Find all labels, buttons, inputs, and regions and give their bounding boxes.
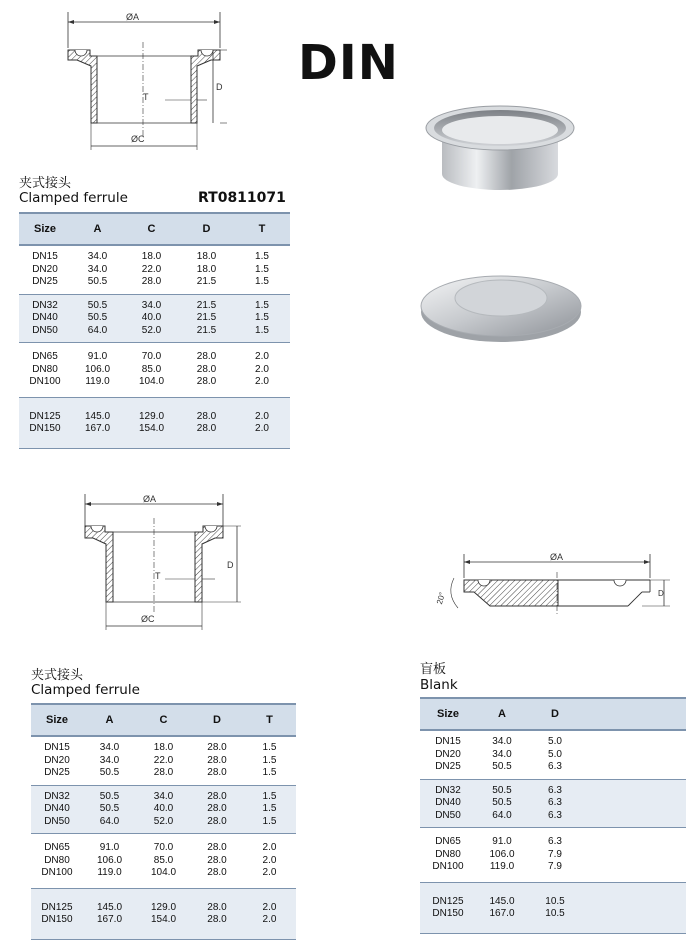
column-header: T bbox=[234, 213, 290, 245]
table-cell bbox=[234, 245, 290, 294]
cell-value: 2.0 bbox=[255, 410, 269, 422]
cell-value: 2.0 bbox=[262, 914, 277, 925]
cell-value: 6.3 bbox=[548, 784, 562, 796]
cell-value: 167.0 bbox=[84, 423, 111, 434]
table-cell-spacer bbox=[582, 828, 686, 883]
table-cell bbox=[234, 294, 290, 343]
label-d: D bbox=[658, 589, 664, 598]
cell-value: 28.0 bbox=[196, 351, 217, 362]
cell-value: DN25 bbox=[435, 761, 461, 772]
cell-value: 85.0 bbox=[141, 363, 162, 375]
cell-value: DN15 bbox=[32, 251, 58, 262]
cell-value: DN125 bbox=[432, 895, 464, 907]
cell-value: 70.0 bbox=[153, 842, 174, 853]
table-row bbox=[420, 730, 686, 779]
cell-value: 28.0 bbox=[196, 376, 217, 387]
cell-value: 2.0 bbox=[255, 363, 269, 375]
table-cell bbox=[124, 397, 179, 448]
cell-value: DN50 bbox=[435, 809, 461, 821]
cell-value: 7.9 bbox=[548, 861, 562, 872]
table-cell bbox=[136, 834, 191, 889]
label-dia-a: ØA bbox=[143, 494, 157, 504]
table-row bbox=[19, 294, 290, 343]
cell-value: 40.0 bbox=[141, 312, 162, 323]
column-header: T bbox=[243, 704, 296, 736]
table-cell bbox=[191, 736, 243, 785]
section1-title-en: Clamped ferrule bbox=[19, 190, 128, 206]
table-cell bbox=[420, 882, 476, 933]
size-group bbox=[31, 834, 296, 889]
cell-value: 28.0 bbox=[207, 914, 227, 925]
cell-value: DN65 bbox=[435, 836, 461, 847]
table-cell-spacer bbox=[582, 779, 686, 828]
cell-value: 50.5 bbox=[492, 797, 512, 808]
cell-value: 2.0 bbox=[255, 351, 269, 362]
table-cell bbox=[243, 888, 296, 939]
column-header: C bbox=[136, 704, 191, 736]
cell-value: 50.5 bbox=[87, 312, 108, 323]
cell-value: DN40 bbox=[32, 312, 58, 323]
section1-product-code: RT0811071 bbox=[198, 190, 286, 206]
cell-value: 21.5 bbox=[196, 276, 217, 287]
cell-value: 52.0 bbox=[141, 324, 162, 336]
cell-value: 22.0 bbox=[153, 754, 174, 766]
cell-value: 1.5 bbox=[262, 767, 277, 778]
cell-value: 28.0 bbox=[153, 767, 174, 778]
cell-value: DN25 bbox=[44, 767, 70, 778]
table-row bbox=[19, 245, 290, 294]
cell-value: DN80 bbox=[44, 854, 70, 866]
cell-value: DN50 bbox=[44, 815, 70, 827]
size-group bbox=[420, 779, 686, 828]
table-cell bbox=[83, 785, 136, 834]
ferrule-drawing-2 bbox=[75, 492, 245, 634]
cell-value: 91.0 bbox=[492, 836, 512, 847]
size-group bbox=[19, 294, 290, 343]
table-row bbox=[31, 888, 296, 939]
cell-value: 10.5 bbox=[545, 895, 565, 907]
table-row bbox=[420, 779, 686, 828]
cell-value: 145.0 bbox=[84, 410, 111, 422]
cell-value: 50.5 bbox=[492, 761, 512, 772]
table-cell bbox=[476, 882, 528, 933]
label-t: T bbox=[143, 92, 149, 102]
cell-value: 129.0 bbox=[138, 410, 165, 422]
cell-value: 119.0 bbox=[85, 376, 110, 387]
table-cell bbox=[136, 736, 191, 785]
table-cell bbox=[243, 785, 296, 834]
cell-value: 85.0 bbox=[153, 854, 174, 866]
cell-value: 28.0 bbox=[196, 410, 217, 422]
cell-value: 34.0 bbox=[492, 736, 512, 747]
table-cell bbox=[83, 736, 136, 785]
cell-value: 34.0 bbox=[87, 263, 108, 275]
column-header: D bbox=[179, 213, 234, 245]
table-cell bbox=[83, 834, 136, 889]
cell-value: 1.5 bbox=[255, 324, 269, 336]
section3-title-en: Blank bbox=[420, 677, 458, 693]
table-cell bbox=[124, 245, 179, 294]
table-cell bbox=[234, 397, 290, 448]
cell-value: 2.0 bbox=[262, 842, 277, 853]
table-cell bbox=[191, 888, 243, 939]
table-cell bbox=[243, 834, 296, 889]
cell-value: 52.0 bbox=[153, 815, 174, 827]
cell-value: 145.0 bbox=[96, 901, 123, 913]
cell-value: 21.5 bbox=[196, 324, 217, 336]
table-header-row bbox=[19, 213, 290, 245]
cell-value: 50.5 bbox=[87, 299, 108, 311]
table-cell bbox=[476, 828, 528, 883]
cell-value: 6.3 bbox=[548, 797, 562, 808]
cell-value: DN65 bbox=[32, 351, 58, 362]
cell-value: 1.5 bbox=[262, 754, 277, 766]
size-group bbox=[19, 245, 290, 294]
size-group bbox=[420, 882, 686, 933]
cell-value: 167.0 bbox=[489, 908, 515, 919]
table-header-row bbox=[31, 704, 296, 736]
table-cell bbox=[31, 785, 83, 834]
section3-spec-table bbox=[420, 697, 686, 934]
table-row bbox=[31, 736, 296, 785]
table-cell bbox=[476, 779, 528, 828]
cell-value: 129.0 bbox=[150, 901, 177, 913]
cell-value: 28.0 bbox=[207, 803, 227, 814]
section1-title-cn: 夹式接头 bbox=[19, 176, 72, 191]
cell-value: DN15 bbox=[435, 736, 461, 747]
table-cell bbox=[124, 294, 179, 343]
table-cell bbox=[19, 245, 71, 294]
cell-value: 18.0 bbox=[153, 742, 174, 753]
cell-value: 6.3 bbox=[548, 761, 562, 772]
cell-value: 28.0 bbox=[207, 742, 227, 753]
size-group bbox=[420, 828, 686, 883]
table-cell bbox=[528, 828, 582, 883]
cell-value: DN32 bbox=[44, 790, 70, 802]
cell-value: 28.0 bbox=[141, 276, 162, 287]
cell-value: 6.3 bbox=[548, 809, 562, 821]
section2-title-en: Clamped ferrule bbox=[31, 682, 140, 698]
column-header: D bbox=[191, 704, 243, 736]
table-cell bbox=[71, 294, 124, 343]
column-header: Size bbox=[31, 704, 83, 736]
size-group bbox=[19, 343, 290, 398]
cell-value: 1.5 bbox=[255, 299, 269, 311]
cell-value: DN125 bbox=[41, 901, 73, 913]
table-cell bbox=[31, 834, 83, 889]
cell-value: 50.5 bbox=[99, 767, 120, 778]
cell-value: 1.5 bbox=[262, 742, 277, 753]
cell-value: 50.5 bbox=[99, 790, 120, 802]
cell-value: 1.5 bbox=[262, 790, 277, 802]
cell-value: DN125 bbox=[29, 410, 61, 422]
size-group bbox=[31, 736, 296, 785]
table-cell bbox=[71, 245, 124, 294]
cell-value: DN32 bbox=[435, 784, 461, 796]
column-header-spacer bbox=[582, 698, 686, 730]
table-row bbox=[31, 785, 296, 834]
table-cell bbox=[420, 730, 476, 779]
cell-value: 1.5 bbox=[262, 803, 277, 814]
cell-value: 64.0 bbox=[492, 809, 512, 821]
table-cell bbox=[19, 343, 71, 398]
column-header: Size bbox=[420, 698, 476, 730]
cell-value: 1.5 bbox=[255, 276, 269, 287]
table-cell bbox=[71, 343, 124, 398]
table-cell bbox=[124, 343, 179, 398]
cell-value: DN80 bbox=[435, 848, 461, 860]
cell-value: DN150 bbox=[29, 423, 61, 434]
cell-value: 64.0 bbox=[87, 324, 108, 336]
cell-value: 50.5 bbox=[492, 784, 512, 796]
cell-value: 106.0 bbox=[96, 854, 123, 866]
table-cell bbox=[476, 730, 528, 779]
cell-value: 91.0 bbox=[99, 842, 120, 853]
cell-value: 40.0 bbox=[153, 803, 174, 814]
table-cell bbox=[179, 245, 234, 294]
cell-value: DN150 bbox=[41, 914, 73, 925]
table-cell bbox=[31, 888, 83, 939]
cell-value: 28.0 bbox=[196, 363, 217, 375]
column-header: A bbox=[71, 213, 124, 245]
cell-value: 119.0 bbox=[489, 861, 515, 872]
table-cell bbox=[420, 828, 476, 883]
cell-value: 7.9 bbox=[548, 848, 562, 860]
table-cell bbox=[71, 397, 124, 448]
table-cell bbox=[243, 736, 296, 785]
table-row bbox=[19, 397, 290, 448]
table-cell bbox=[191, 834, 243, 889]
cell-value: 28.0 bbox=[207, 901, 227, 913]
cell-value: 64.0 bbox=[99, 815, 120, 827]
table-cell bbox=[179, 343, 234, 398]
cell-value: 104.0 bbox=[150, 867, 177, 878]
cell-value: DN50 bbox=[32, 324, 58, 336]
table-cell bbox=[136, 888, 191, 939]
cell-value: 2.0 bbox=[262, 867, 277, 878]
cell-value: 2.0 bbox=[255, 423, 269, 434]
cell-value: DN100 bbox=[432, 861, 464, 872]
cell-value: 34.0 bbox=[87, 251, 108, 262]
cell-value: DN40 bbox=[435, 797, 461, 808]
table-header-row bbox=[420, 698, 686, 730]
size-group bbox=[31, 888, 296, 939]
table-row bbox=[420, 828, 686, 883]
cell-value: 2.0 bbox=[255, 376, 269, 387]
cell-value: DN32 bbox=[32, 299, 58, 311]
cell-value: DN100 bbox=[29, 376, 61, 387]
cell-value: 50.5 bbox=[99, 803, 120, 814]
cell-value: 28.0 bbox=[207, 867, 227, 878]
cell-value: DN20 bbox=[32, 263, 58, 275]
page-heading: DIN bbox=[298, 35, 399, 91]
cell-value: 154.0 bbox=[138, 423, 165, 434]
cell-value: 21.5 bbox=[196, 299, 217, 311]
cell-value: DN150 bbox=[432, 908, 464, 919]
cell-value: DN40 bbox=[44, 803, 70, 814]
table-cell bbox=[179, 397, 234, 448]
table-cell bbox=[19, 397, 71, 448]
section1-spec-table bbox=[19, 212, 290, 449]
table-cell bbox=[83, 888, 136, 939]
section3-title-cn: 盲板 bbox=[420, 662, 447, 677]
ferrule-photo bbox=[420, 100, 580, 200]
table-row bbox=[420, 882, 686, 933]
label-t: T bbox=[155, 571, 161, 581]
cell-value: DN20 bbox=[435, 748, 461, 760]
table-cell-spacer bbox=[582, 730, 686, 779]
label-d: D bbox=[216, 82, 223, 92]
cell-value: 1.5 bbox=[262, 815, 277, 827]
label-d: D bbox=[227, 560, 234, 570]
cell-value: 28.0 bbox=[207, 767, 227, 778]
table-row bbox=[31, 834, 296, 889]
cell-value: 106.0 bbox=[489, 848, 515, 860]
cell-value: 106.0 bbox=[84, 363, 111, 375]
cell-value: 18.0 bbox=[196, 251, 217, 262]
column-header: A bbox=[83, 704, 136, 736]
cell-value: 34.0 bbox=[99, 754, 120, 766]
table-cell bbox=[179, 294, 234, 343]
cell-value: 2.0 bbox=[262, 854, 277, 866]
table-cell bbox=[31, 736, 83, 785]
cell-value: DN80 bbox=[32, 363, 58, 375]
column-header: C bbox=[124, 213, 179, 245]
table-cell bbox=[19, 294, 71, 343]
size-group bbox=[19, 397, 290, 448]
cell-value: 28.0 bbox=[207, 754, 227, 766]
label-angle: 20° bbox=[435, 591, 447, 606]
cell-value: 70.0 bbox=[141, 351, 162, 362]
cell-value: 1.5 bbox=[255, 263, 269, 275]
label-dia-c: ØC bbox=[141, 614, 155, 624]
column-header: A bbox=[476, 698, 528, 730]
cell-value: 5.0 bbox=[548, 748, 562, 760]
cell-value: 2.0 bbox=[262, 901, 277, 913]
section2-title-cn: 夹式接头 bbox=[31, 668, 84, 683]
cell-value: 28.0 bbox=[207, 854, 227, 866]
table-cell bbox=[528, 730, 582, 779]
cell-value: 1.5 bbox=[255, 251, 269, 262]
cell-value: 28.0 bbox=[207, 842, 227, 853]
cell-value: 28.0 bbox=[207, 815, 227, 827]
cell-value: 22.0 bbox=[141, 263, 162, 275]
cell-value: DN65 bbox=[44, 842, 70, 853]
table-cell bbox=[191, 785, 243, 834]
blank-photo bbox=[418, 268, 584, 348]
ferrule-drawing-1 bbox=[55, 8, 235, 158]
blank-drawing bbox=[428, 548, 674, 626]
size-group bbox=[420, 730, 686, 779]
cell-value: 34.0 bbox=[153, 790, 174, 802]
table-row bbox=[19, 343, 290, 398]
cell-value: DN15 bbox=[44, 742, 70, 753]
cell-value: 5.0 bbox=[548, 736, 562, 747]
table-cell bbox=[234, 343, 290, 398]
cell-value: 1.5 bbox=[255, 312, 269, 323]
table-cell bbox=[136, 785, 191, 834]
cell-value: 34.0 bbox=[99, 742, 120, 753]
cell-value: 18.0 bbox=[196, 263, 217, 275]
table-cell bbox=[528, 779, 582, 828]
cell-value: 119.0 bbox=[97, 867, 122, 878]
cell-value: 34.0 bbox=[141, 299, 162, 311]
cell-value: 91.0 bbox=[87, 351, 108, 362]
label-dia-a: ØA bbox=[550, 552, 564, 562]
column-header: Size bbox=[19, 213, 71, 245]
cell-value: 21.5 bbox=[196, 312, 217, 323]
cell-value: DN25 bbox=[32, 276, 58, 287]
cell-value: 50.5 bbox=[87, 276, 108, 287]
cell-value: 10.5 bbox=[545, 908, 565, 919]
cell-value: 104.0 bbox=[138, 376, 165, 387]
column-header: D bbox=[528, 698, 582, 730]
cell-value: DN100 bbox=[41, 867, 73, 878]
cell-value: 28.0 bbox=[196, 423, 217, 434]
label-dia-c: ØC bbox=[131, 134, 145, 144]
table-cell bbox=[420, 779, 476, 828]
table-cell bbox=[528, 882, 582, 933]
label-dia-a: ØA bbox=[126, 12, 140, 22]
size-group bbox=[31, 785, 296, 834]
cell-value: 28.0 bbox=[207, 790, 227, 802]
cell-value: 167.0 bbox=[96, 914, 123, 925]
cell-value: DN20 bbox=[44, 754, 70, 766]
cell-value: 18.0 bbox=[141, 251, 162, 262]
section2-spec-table bbox=[31, 703, 296, 940]
cell-value: 34.0 bbox=[492, 748, 512, 760]
table-cell-spacer bbox=[582, 882, 686, 933]
cell-value: 145.0 bbox=[489, 895, 515, 907]
cell-value: 6.3 bbox=[548, 836, 562, 847]
cell-value: 154.0 bbox=[150, 914, 177, 925]
